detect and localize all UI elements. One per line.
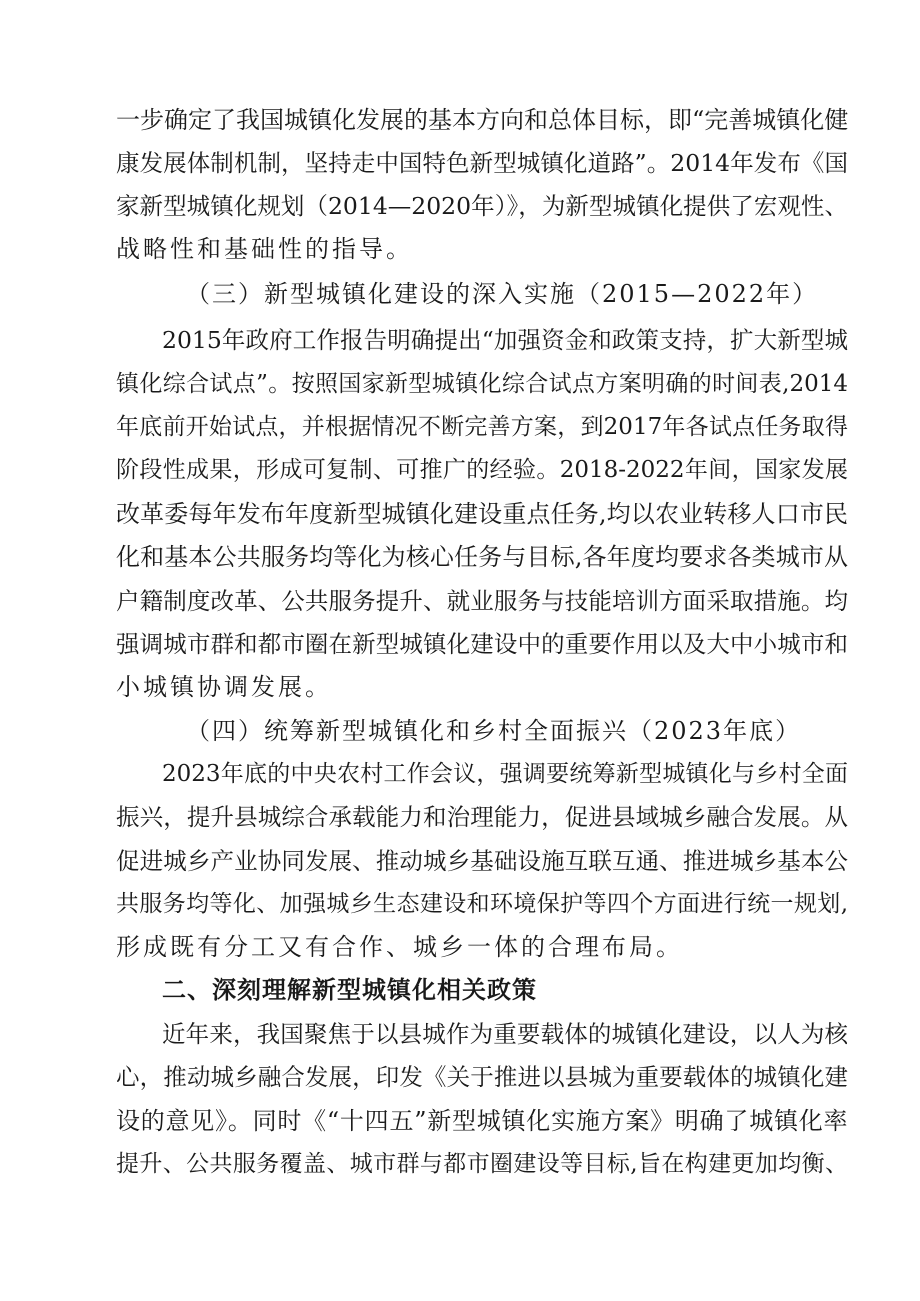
paragraph-line: 年底前开始试点，并根据情况不断完善方案，到2017年各试点任务取得 <box>116 414 848 440</box>
paragraph-line: 促进城乡产业协同发展、推动城乡基础设施互联互通、推进城乡基本公 <box>116 847 848 875</box>
paragraph-line: 2023年底的中央农村工作会议，强调要统筹新型城镇化与乡村全面 <box>162 761 848 787</box>
paragraph-line: 振兴，提升县城综合承载能力和治理能力，促进县域城乡融合发展。从 <box>116 803 848 831</box>
paragraph-line: 形成既有分工又有合作、城乡一体的合理布局。 <box>116 933 683 961</box>
paragraph-line: 户籍制度改革、公共服务提升、就业服务与技能培训方面采取措施。均 <box>116 587 848 615</box>
section-heading-3: （三）新型城镇化建设的深入实施（2015—2022年） <box>186 280 819 308</box>
paragraph-line: 镇化综合试点”。按照国家新型城镇化综合试点方案明确的时间表,2014 <box>116 371 848 397</box>
paragraph-line: 一步确定了我国城镇化发展的基本方向和总体目标，即“完善城镇化健 <box>116 106 849 134</box>
paragraph-line: 设的意见》。同时《“十四五”新型城镇化实施方案》明确了城镇化率 <box>116 1107 848 1135</box>
paragraph-line: 阶段性成果，形成可复制、可推广的经验。2018-2022年间，国家发展 <box>116 457 848 483</box>
paragraph-line: 家新型城镇化规划（2014—2020年）》，为新型城镇化提供了宏观性、 <box>116 192 848 220</box>
paragraph-line: 提升、公共服务覆盖、城市群与都市圈建设等目标,旨在构建更加均衡、 <box>116 1151 848 1177</box>
paragraph-line: 化和基本公共服务均等化为核心任务与目标,各年度均要求各类城市从 <box>116 543 848 571</box>
paragraph-line: 强调城市群和都市圈在新型城镇化建设中的重要作用以及大中小城市和 <box>116 630 848 658</box>
section-heading-4: （四）统筹新型城镇化和乡村全面振兴（2023年底） <box>186 717 802 745</box>
paragraph-line: 康发展体制机制，坚持走中国特色新型城镇化道路”。2014年发布《国 <box>116 149 848 177</box>
paragraph-line: 改革委每年发布年度新型城镇化建设重点任务,均以农业转移人口市民 <box>116 500 848 528</box>
paragraph-line: 战略性和基础性的指导。 <box>116 235 413 263</box>
chapter-heading: 二、深刻理解新型城镇化相关政策 <box>162 976 537 1004</box>
paragraph-line: 小城镇协调发展。 <box>116 673 332 701</box>
paragraph-line: 近年来，我国聚焦于以县城作为重要载体的城镇化建设，以人为核 <box>162 1020 848 1048</box>
paragraph-line: 心，推动城乡融合发展，印发《关于推进以县城为重要载体的城镇化建 <box>116 1063 848 1091</box>
paragraph-line: 2015年政府工作报告明确提出“加强资金和政策支持，扩大新型城 <box>162 326 848 354</box>
paragraph-line: 共服务均等化、加强城乡生态建设和环境保护等四个方面进行统一规划, <box>116 891 848 917</box>
